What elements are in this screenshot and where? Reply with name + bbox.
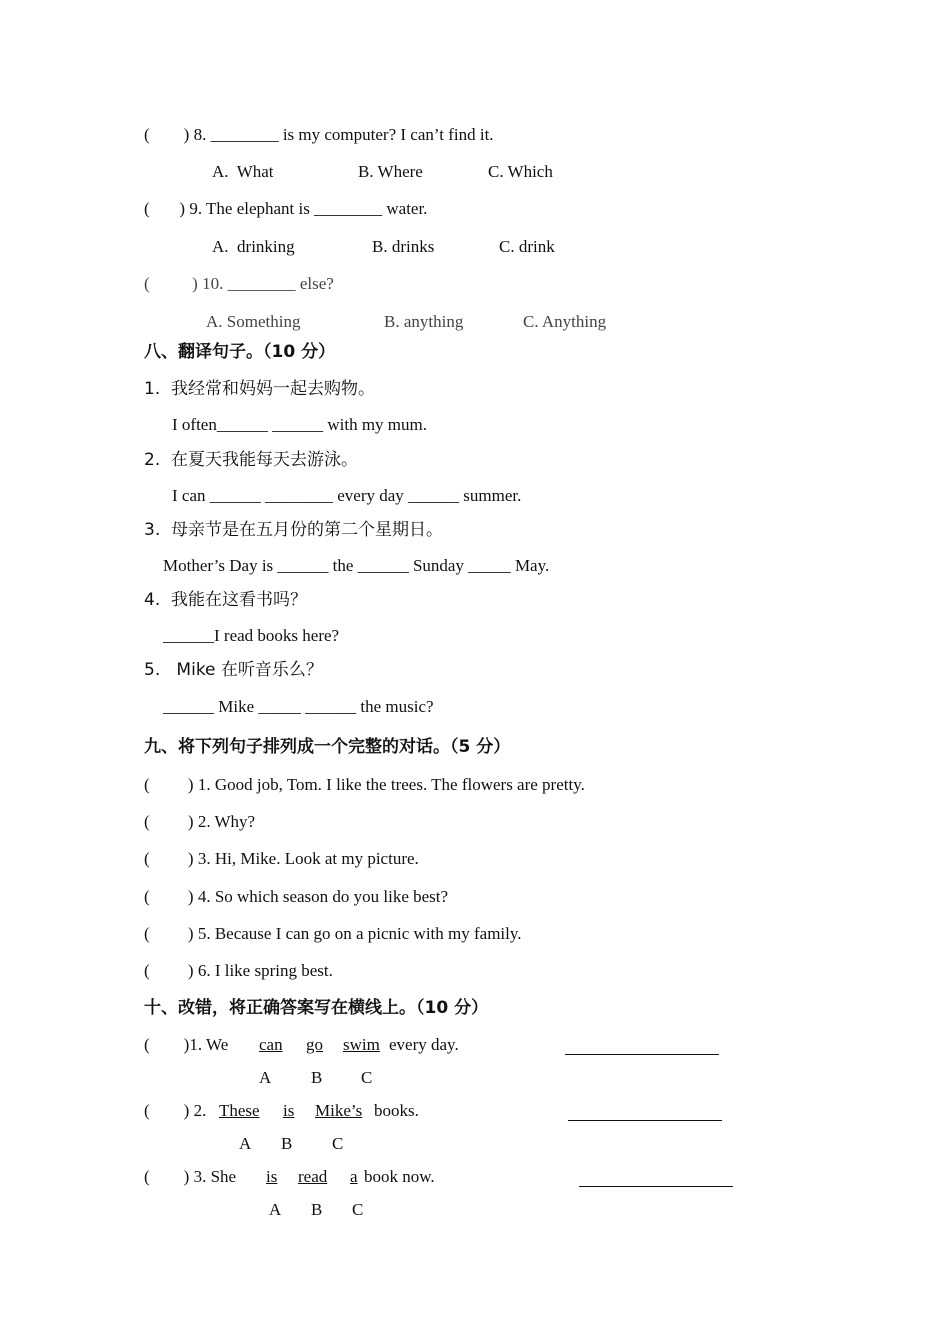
s10-item-1-label-c: C [361, 1068, 373, 1087]
s9-item-5: ( ) 5. Because I can go on a picnic with my family. [144, 924, 522, 943]
s10-item-2-word-c: Mike’s [315, 1101, 363, 1120]
s8-item-4-en: ______I read books here? [163, 626, 340, 645]
s10-item-3-word-a: is [266, 1167, 278, 1186]
s8-item-1-cn: 1. 我经常和妈妈一起去购物。 [144, 379, 376, 399]
question-9: ( ) 9. The elephant is ________ water. [144, 199, 428, 218]
s8-item-5-cn: 5. Mike 在听音乐么？ [144, 660, 323, 680]
s9-item-6: ( ) 6. I like spring best. [144, 961, 333, 980]
section-8-title: 八、翻译句子。（10 分） [144, 342, 336, 362]
s9-item-3: ( ) 3. Hi, Mike. Look at my picture. [144, 849, 419, 868]
q10-option-a: A. Something [206, 312, 301, 331]
section-9-title: 九、将下列句子排列成一个完整的对话。（5 分） [144, 737, 511, 757]
s10-item-2-label-c: C [332, 1134, 344, 1153]
s10-item-3-word-b: read [298, 1167, 328, 1186]
s9-item-2: ( ) 2. Why? [144, 812, 256, 831]
s10-item-3-label-a: A [269, 1200, 282, 1219]
s10-item-3-prefix: ( ) 3. She [144, 1167, 237, 1186]
s10-item-1-word-a: can [259, 1035, 283, 1054]
s9-item-1: ( ) 1. Good job, Tom. I like the trees. The flowers are pretty. [144, 775, 585, 794]
s8-item-4-cn: 4. 我能在这看书吗？ [144, 590, 308, 610]
s10-item-2-answer-line[interactable] [568, 1119, 722, 1121]
s10-item-1-label-b: B [311, 1068, 323, 1087]
q9-option-b: B. drinks [372, 237, 435, 256]
s10-item-3-rest: book now. [364, 1167, 435, 1186]
s8-item-5-en: ______ Mike _____ ______ the music? [163, 697, 434, 716]
q10-option-b: B. anything [384, 312, 464, 331]
s10-item-2-prefix: ( ) 2. [144, 1101, 207, 1120]
s10-item-1-rest: every day. [389, 1035, 459, 1054]
s10-item-1-label-a: A [259, 1068, 272, 1087]
s10-item-2-label-a: A [239, 1134, 252, 1153]
q9-option-c: C. drink [499, 237, 555, 256]
s10-item-3-label-c: C [352, 1200, 364, 1219]
q8-option-b: B. Where [358, 162, 423, 181]
question-8: ( ) 8. ________ is my computer? I can’t find it. [144, 125, 494, 144]
q9-option-a: A. drinking [212, 237, 295, 256]
q8-option-a: A. What [212, 162, 274, 181]
s10-item-1-word-b: go [306, 1035, 323, 1054]
s10-item-3-word-c: a [350, 1167, 358, 1186]
s10-item-1-word-c: swim [343, 1035, 380, 1054]
s10-item-3-answer-line[interactable] [579, 1185, 733, 1187]
q10-option-c: C. Anything [523, 312, 607, 331]
s8-item-3-en: Mother’s Day is ______ the ______ Sunday _____ May. [163, 556, 550, 575]
s8-item-2-en: I can ______ ________ every day ______ summer. [172, 486, 522, 505]
s10-item-2-word-b: is [283, 1101, 295, 1120]
s10-item-2-rest: books. [374, 1101, 419, 1120]
s10-item-1-answer-line[interactable] [565, 1053, 719, 1055]
s10-item-3-label-b: B [311, 1200, 323, 1219]
s10-item-2-label-b: B [281, 1134, 293, 1153]
s10-item-2-word-a: These [219, 1101, 260, 1120]
s8-item-3-cn: 3. 母亲节是在五月份的第二个星期日。 [144, 520, 444, 540]
question-10: ( ) 10. ________ else? [144, 274, 334, 293]
section-10-title: 十、改错，将正确答案写在横线上。（10 分） [144, 998, 489, 1018]
s8-item-1-en: I often______ ______ with my mum. [172, 415, 427, 434]
s8-item-2-cn: 2. 在夏天我能每天去游泳。 [144, 450, 359, 470]
s10-item-1-prefix: ( )1. We [144, 1035, 229, 1054]
q8-option-c: C. Which [488, 162, 553, 181]
s9-item-4: ( ) 4. So which season do you like best? [144, 887, 449, 906]
